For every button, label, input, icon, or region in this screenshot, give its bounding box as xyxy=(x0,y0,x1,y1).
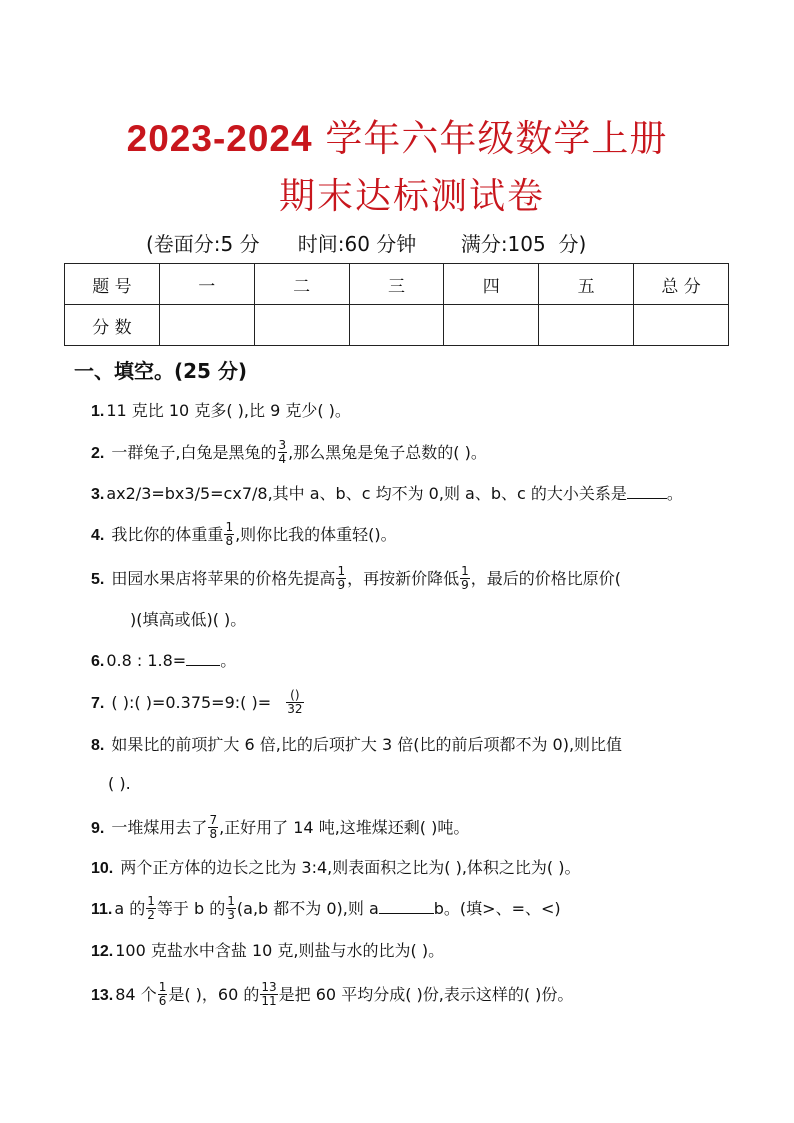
question-text: 。 xyxy=(666,484,683,503)
fraction-numerator: 13 xyxy=(261,980,277,994)
question-number: 3. xyxy=(91,486,105,503)
fraction-denominator: 9 xyxy=(461,578,469,592)
fraction-numerator: 3 xyxy=(278,438,287,452)
score-input-cell[interactable] xyxy=(444,305,539,346)
score-input-cell[interactable] xyxy=(349,305,444,346)
question-text: 等于 b 的 xyxy=(156,899,226,918)
question-text: 0.8 : 1.8= xyxy=(106,651,187,670)
question-text: 100 克盐水中含盐 10 克,则盐与水的比为( )。 xyxy=(115,941,445,960)
question-number: 8. xyxy=(91,737,105,754)
fraction xyxy=(224,521,234,548)
question-text: 。 xyxy=(220,651,237,670)
answer-blank[interactable] xyxy=(627,498,667,499)
fraction-numerator: 1 xyxy=(147,894,155,908)
question-text: ( ):( )=0.375=9:( )= xyxy=(106,693,272,712)
question-text: ,那么黑兔是兔子总数的( )。 xyxy=(288,443,487,462)
fraction-numerator: 1 xyxy=(225,520,234,534)
score-table-cell: 三 xyxy=(349,264,444,305)
score-input-cell[interactable] xyxy=(159,305,254,346)
question-4 xyxy=(91,522,397,549)
score-table-header-row xyxy=(65,264,729,305)
score-table-cell: 二 xyxy=(254,264,349,305)
question-number: 10. xyxy=(91,860,114,877)
question-9 xyxy=(91,815,469,842)
title-text: 学年六年级数学上册 xyxy=(312,117,668,160)
fraction xyxy=(460,565,470,592)
score-table-cell: 总 分 xyxy=(634,264,729,305)
question-number: 6. xyxy=(91,653,105,670)
fraction xyxy=(226,895,236,922)
score-input-cell[interactable] xyxy=(634,305,729,346)
fraction-denominator: 8 xyxy=(225,534,234,548)
question-number: 2. xyxy=(91,445,105,462)
question-8-continued: ( ). xyxy=(108,774,131,793)
answer-blank[interactable] xyxy=(379,913,434,914)
question-text: ax2/3=bx3/5=cx7/8,其中 a、b、c 均不为 0,则 a、b、c 的大小关系是 xyxy=(106,484,627,503)
exam-title xyxy=(0,108,794,162)
question-10 xyxy=(91,858,581,879)
question-number: 7. xyxy=(91,695,105,712)
score-input-cell[interactable] xyxy=(254,305,349,346)
question-2 xyxy=(91,440,487,467)
fraction-numerator: 1 xyxy=(461,564,469,578)
fraction-denominator: 8 xyxy=(209,827,218,841)
fraction-numerator: 1 xyxy=(337,564,346,578)
fraction-numerator: () xyxy=(286,689,303,703)
question-text: ,则你比我的体重轻()。 xyxy=(235,525,397,544)
fraction-denominator: 3 xyxy=(227,908,235,922)
fraction xyxy=(158,981,168,1008)
fraction xyxy=(146,895,156,922)
question-text: ，最后的价格比原价( xyxy=(470,569,621,588)
question-text: 田园水果店将苹果的价格先提高 xyxy=(106,569,336,588)
question-number: 12. xyxy=(91,943,114,960)
question-text: 如果比的前项扩大 6 倍,比的后项扩大 3 倍(比的前后项都不为 0),则比值 xyxy=(106,735,623,754)
fraction xyxy=(286,689,303,716)
exam-subtitle: 期末达标测试卷 xyxy=(278,176,545,217)
score-table-cell: 一 xyxy=(159,264,254,305)
question-number: 11. xyxy=(91,901,113,918)
fraction-denominator: 9 xyxy=(337,578,346,592)
question-number: 13. xyxy=(91,987,114,1004)
question-1 xyxy=(91,401,351,422)
score-table-cell: 四 xyxy=(444,264,539,305)
score-table-cell: 分 数 xyxy=(65,305,160,346)
fraction xyxy=(278,439,288,466)
question-text: 一群兔子,白兔是黑兔的 xyxy=(106,443,277,462)
fraction-denominator: 32 xyxy=(287,702,303,716)
fraction-numerator: 1 xyxy=(158,980,167,994)
exam-info: (卷面分:5 分 时间:60 分钟 满分:105 分) xyxy=(146,232,587,256)
score-table-cell: 五 xyxy=(539,264,634,305)
fraction-denominator: 2 xyxy=(147,908,155,922)
score-table-cell: 题 号 xyxy=(65,264,160,305)
fraction xyxy=(208,814,218,841)
section-heading: 一、填空。(25 分) xyxy=(74,359,248,383)
question-text: 一堆煤用去了 xyxy=(106,818,208,837)
question-text: 两个正方体的边长之比为 3:4,则表面积之比为( ),体积之比为( )。 xyxy=(115,858,581,877)
answer-blank[interactable] xyxy=(186,665,220,666)
question-text: 是把 60 平均分成( )份,表示这样的( )份。 xyxy=(278,985,574,1004)
question-6 xyxy=(91,651,236,672)
fraction-numerator: 7 xyxy=(209,813,218,827)
question-text: 我比你的体重重 xyxy=(106,525,224,544)
question-text: a 的 xyxy=(114,899,146,918)
fraction-numerator: 1 xyxy=(227,894,235,908)
question-number: 4. xyxy=(91,527,105,544)
question-12 xyxy=(91,941,444,962)
fraction-denominator: 6 xyxy=(158,994,167,1008)
question-11 xyxy=(91,896,561,923)
question-number: 9. xyxy=(91,820,105,837)
question-text: ，再按新价降低 xyxy=(347,569,460,588)
fraction xyxy=(336,565,346,592)
question-number: 1. xyxy=(91,403,105,420)
question-text: 11 克比 10 克多( ),比 9 克少( )。 xyxy=(106,401,351,420)
question-text: ,正好用了 14 吨,这堆煤还剩( )吨。 xyxy=(219,818,470,837)
question-8 xyxy=(91,735,622,756)
question-5 xyxy=(91,566,621,593)
score-table xyxy=(64,263,729,346)
question-text: (a,b 都不为 0),则 a xyxy=(236,899,379,918)
question-3 xyxy=(91,484,683,505)
score-input-cell[interactable] xyxy=(539,305,634,346)
question-5-continued: )(填高或低)( )。 xyxy=(130,610,247,629)
title-years: 2023-2024 xyxy=(126,118,313,159)
question-text: 是( )，60 的 xyxy=(168,985,260,1004)
question-7 xyxy=(91,690,305,717)
fraction-denominator: 4 xyxy=(278,452,287,466)
question-text: 84 个 xyxy=(115,985,157,1004)
fraction xyxy=(260,981,277,1008)
fraction-denominator: 11 xyxy=(261,994,277,1008)
score-table-score-row xyxy=(65,305,729,346)
question-13 xyxy=(91,982,573,1009)
question-text: b。(填>、=、<) xyxy=(433,899,561,918)
question-number: 5. xyxy=(91,571,105,588)
